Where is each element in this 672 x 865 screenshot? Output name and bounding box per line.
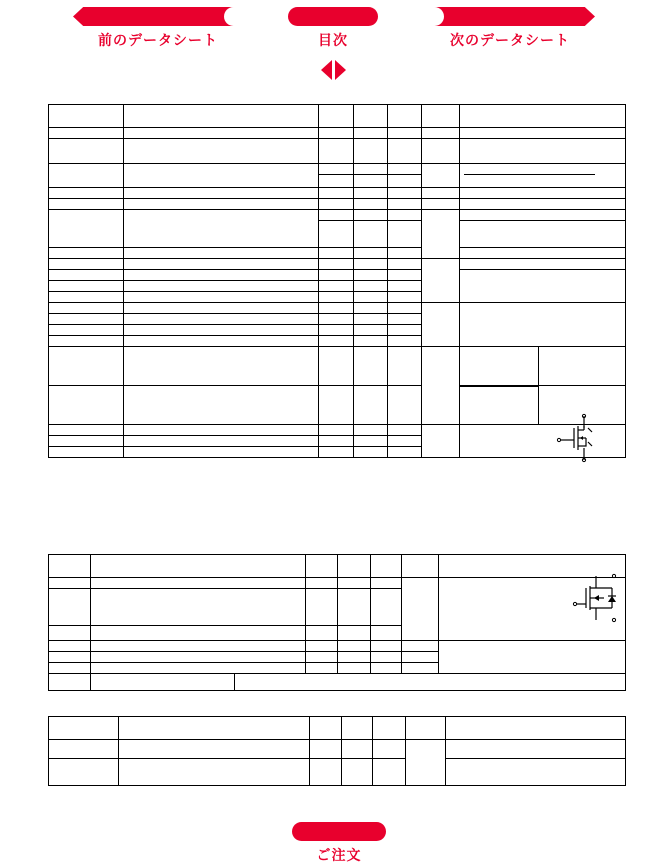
- table-row: [49, 164, 626, 175]
- spec-table-3: [48, 716, 626, 786]
- table-row: [49, 210, 626, 221]
- order-pill: [292, 822, 386, 841]
- table-row: [49, 199, 626, 210]
- next-datasheet-button[interactable]: [425, 7, 595, 50]
- prev-datasheet-tab-shape: [73, 7, 243, 26]
- toc-pill: [288, 7, 378, 26]
- triangle-left-icon[interactable]: [321, 60, 332, 80]
- next-datasheet-label: 次のデータシート: [450, 33, 570, 49]
- mosfet-symbol-icon: [552, 412, 608, 464]
- prev-datasheet-label: 前のデータシート: [98, 33, 218, 49]
- table-row: [49, 674, 626, 691]
- spec-table-2: [48, 554, 626, 691]
- table-row: [49, 303, 626, 314]
- spec-table-1: [48, 104, 626, 458]
- table-row: [49, 578, 626, 589]
- table-header-row: [49, 105, 626, 128]
- table-row: [49, 740, 626, 759]
- table-row: [49, 641, 626, 652]
- table-header-row: [49, 717, 626, 740]
- triangle-right-icon[interactable]: [335, 60, 346, 80]
- mosfet-with-diode-symbol-icon: [572, 572, 622, 624]
- table-row: [49, 759, 626, 786]
- order-button[interactable]: [292, 822, 386, 865]
- toc-button[interactable]: [288, 7, 378, 50]
- table-row: [49, 386, 626, 425]
- table-header-row: [49, 555, 626, 578]
- toc-label: 目次: [318, 33, 348, 49]
- table-row: [49, 270, 626, 281]
- prev-datasheet-button[interactable]: [73, 7, 243, 50]
- table-row: [49, 248, 626, 259]
- table-row: [49, 259, 626, 270]
- next-datasheet-tab-shape: [425, 7, 595, 26]
- table-row: [49, 128, 626, 139]
- table-row: [49, 139, 626, 164]
- table-row: [49, 425, 626, 436]
- table-row: [49, 188, 626, 199]
- order-label: ご注文: [316, 848, 362, 864]
- table-row: [49, 347, 626, 386]
